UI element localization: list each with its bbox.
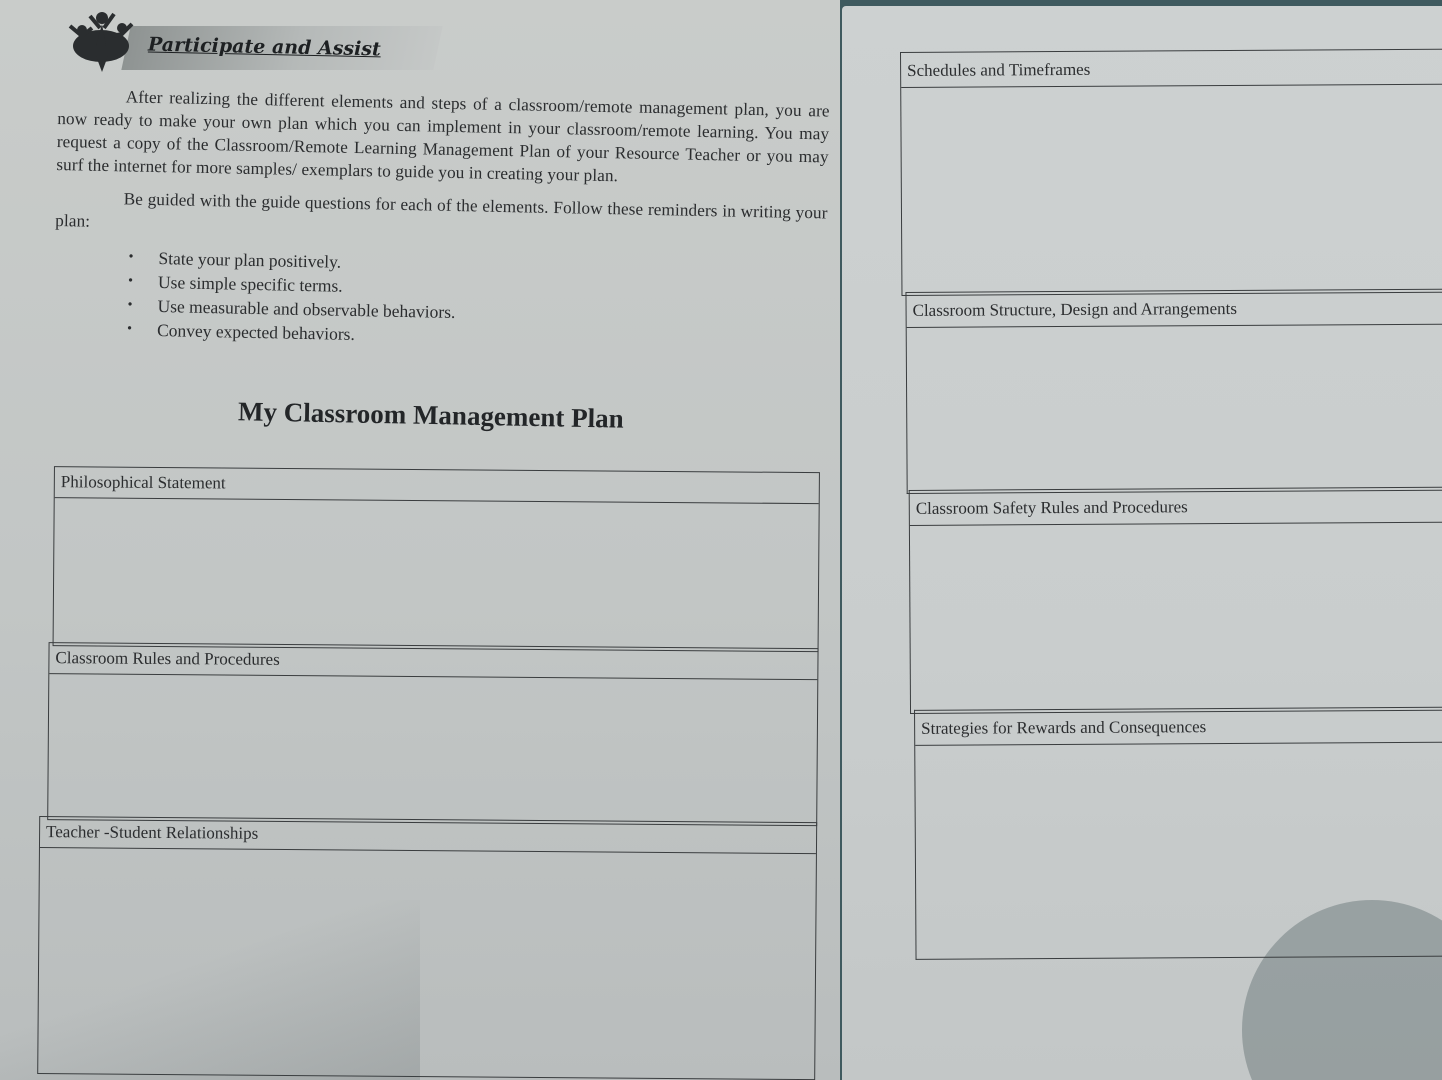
- section-label: Philosophical Statement: [60, 472, 226, 493]
- section-banner: [66, 6, 382, 76]
- section-label: Teacher -Student Relationships: [46, 822, 259, 843]
- reminder-text: Use simple specific terms.: [157, 272, 343, 296]
- section-box-classroom-rules: [47, 642, 818, 826]
- section-label: Classroom Safety Rules and Procedures: [915, 497, 1188, 518]
- plan-form-left: [33, 462, 820, 1080]
- reminder-text: Convey expected behaviors.: [156, 320, 356, 345]
- section-box-schedules: [900, 49, 1442, 296]
- section-header: [906, 290, 1442, 328]
- section-header: [40, 817, 816, 854]
- section-banner-title: Participate and Assist: [147, 33, 382, 61]
- bullet-dot-icon: •: [127, 297, 133, 313]
- section-box-safety-rules: [909, 487, 1442, 714]
- bullet-dot-icon: •: [126, 321, 133, 337]
- instructions-block: [53, 84, 830, 355]
- section-header: [915, 708, 1442, 746]
- section-header: [49, 643, 817, 680]
- instructions-paragraph-2: Be guided with the guide questions for each of the elements. Follow these reminders in writing your plan:: [55, 189, 828, 231]
- section-header: [901, 50, 1442, 88]
- section-header: [910, 488, 1442, 526]
- bullet-dot-icon: •: [127, 273, 134, 289]
- bullet-dot-icon: •: [128, 249, 134, 265]
- section-header: [55, 467, 819, 504]
- reminders-list: [53, 244, 827, 355]
- section-label: Strategies for Rewards and Consequences: [921, 717, 1207, 738]
- section-box-rewards-consequences: [914, 707, 1442, 960]
- reminder-text: Use measurable and observable behaviors.: [157, 296, 456, 323]
- instructions-paragraph-1: After realizing the different elements and steps of a classroom/remote management plan, you are now ready to make your own plan which you can implement in your classroom/remote learning. You may request a copy of the Classroom/Remote Learning Management Plan of your Resource Teacher or you may surf the internet for more samples/ exemplars to guide you in creating your plan.: [56, 87, 830, 186]
- section-label: Schedules and Timeframes: [907, 59, 1091, 80]
- people-figures-logo-icon: [66, 6, 136, 74]
- plan-title: My Classroom Management Plan: [237, 396, 624, 434]
- section-box-classroom-structure: [905, 289, 1442, 494]
- reminder-text: State your plan positively.: [158, 248, 342, 272]
- section-box-philosophical-statement: [53, 466, 820, 652]
- section-label: Classroom Structure, Design and Arrangements: [912, 298, 1237, 320]
- section-box-teacher-student: [37, 816, 817, 1080]
- plan-form-right: [900, 49, 1442, 972]
- section-label: Classroom Rules and Procedures: [55, 648, 280, 669]
